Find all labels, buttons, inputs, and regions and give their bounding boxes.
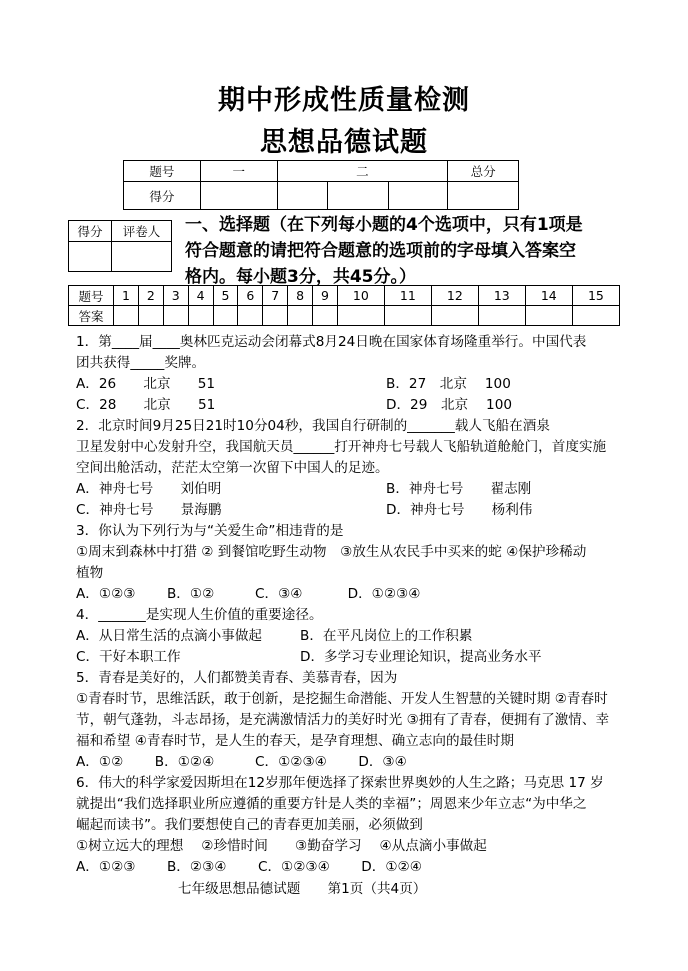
question-number: 15	[572, 286, 619, 306]
q5-stem-line2: ①青春时节，思维活跃，敢于创新，是挖掘生命潜能、开发人生智慧的关键时期 ②青春时	[76, 691, 608, 707]
q3-options: A．①②③ B．①② C．③④ D．①②③④	[76, 586, 421, 602]
q4-stem: 4．_______是实现人生价值的重要途径。	[76, 607, 323, 623]
q2-option-b: B．神舟七号 翟志刚	[386, 481, 532, 497]
q6-stem-line3: 崛起而读书”。我们要想使自己的青春更加美丽，必须做到	[76, 817, 423, 833]
q2-stem-line3: 空间出舱活动，茫茫太空第一次留下中国人的足迹。	[76, 460, 389, 476]
q1-option-a: A．26 北京 51	[76, 376, 216, 392]
answer-cell[interactable]	[572, 306, 619, 326]
section-heading	[185, 212, 583, 290]
q2-option-a: A．神舟七号 刘伯明	[76, 481, 222, 497]
q6-options: A．①②③ B．②③④ C．①②③④ D．①②④	[76, 859, 422, 875]
q1-stem-line2: 团共获得_____奖牌。	[76, 355, 206, 371]
question-number: 14	[525, 286, 572, 306]
question-number: 5	[213, 286, 238, 306]
score-cell	[277, 182, 328, 210]
score-table-header-one: 一	[200, 161, 277, 182]
section-heading-line: 格内。每小题3分，共45分。）	[185, 267, 416, 287]
answer-cell[interactable]	[163, 306, 188, 326]
grader-label: 评卷人	[112, 221, 172, 242]
q1-stem-line1: 1．第____届____奥林匹克运动会闭幕式8月24日晚在国家体育场隆重举行。中国代表	[76, 334, 587, 350]
score-cell	[328, 182, 389, 210]
question-number: 3	[163, 286, 188, 306]
q5-stem-line3: 节，朝气蓬勃，斗志昂扬，是充满激情活力的美好时光 ③拥有了青春，便拥有了激情、幸	[76, 712, 610, 728]
q3-stem-line1: 3．你认为下列行为与“关爱生命”相违背的是	[76, 523, 344, 539]
answer-table-answer-label: 答案	[69, 306, 114, 326]
q4-option-a: A．从日常生活的点滴小事做起	[76, 628, 263, 644]
answer-cell[interactable]	[213, 306, 238, 326]
q1-option-d: D．29 北京 100	[386, 397, 513, 413]
q1-option-b: B．27 北京 100	[386, 376, 511, 392]
q2-stem-line2: 卫星发射中心发射升空，我国航天员______打开神舟七号载人飞船轨道舱舱门，首度实施	[76, 439, 607, 455]
answer-cell[interactable]	[478, 306, 525, 326]
section-heading-line: 一、选择题（在下列每小题的4个选项中，只有1项是	[185, 215, 583, 235]
q6-stem-line2: 就提出“我们选择职业所应遵循的重要方针是人类的幸福”；周恩来少年立志“为中华之	[76, 796, 587, 812]
score-table-header-total: 总分	[448, 161, 519, 182]
question-number: 4	[188, 286, 213, 306]
q3-stem-line3: 植物	[76, 565, 104, 581]
answer-cell[interactable]	[337, 306, 384, 326]
q5-stem-line1: 5．青春是美好的，人们都赞美青春、美慕青春，因为	[76, 670, 398, 686]
q2-option-d: D．神舟七号 杨利伟	[386, 502, 533, 518]
answer-cell[interactable]	[238, 306, 263, 326]
q5-options: A．①② B．①②④ C．①②③④ D．③④	[76, 754, 407, 770]
q6-stem-line4: ①树立远大的理想 ②珍惜时间 ③勤奋学习 ④从点滴小事做起	[76, 838, 487, 854]
question-number: 6	[238, 286, 263, 306]
score-table-score-label: 得分	[124, 182, 201, 210]
answer-cell[interactable]	[313, 306, 338, 326]
score-cell	[448, 182, 519, 210]
grader-score-label: 得分	[69, 221, 112, 242]
answer-cell[interactable]	[138, 306, 163, 326]
answer-table-number-label: 题号	[69, 286, 114, 306]
q4-option-c: C．干好本职工作	[76, 649, 181, 665]
question-number: 2	[138, 286, 163, 306]
q4-option-b: B．在平凡岗位上的工作积累	[300, 628, 473, 644]
page-footer: 七年级思想品德试题 第1页（共4页）	[178, 881, 427, 897]
answer-cell[interactable]	[263, 306, 288, 326]
page-title: 期中形成性质量检测	[218, 85, 470, 116]
answer-cell[interactable]	[114, 306, 139, 326]
question-number: 13	[478, 286, 525, 306]
grader-score-cell	[69, 242, 112, 272]
q4-option-d: D．多学习专业理论知识，提高业务水平	[300, 649, 542, 665]
q5-stem-line4: 福和希望 ④青春时节，是人生的春天，是孕育理想、确立志向的最佳时期	[76, 733, 514, 749]
answer-cell[interactable]	[431, 306, 478, 326]
grader-table	[68, 220, 172, 272]
score-cell	[389, 182, 448, 210]
question-number: 7	[263, 286, 288, 306]
question-number: 8	[288, 286, 313, 306]
answer-cell[interactable]	[525, 306, 572, 326]
q3-stem-line2: ①周末到森林中打猎 ② 到餐馆吃野生动物 ③放生从农民手中买来的蛇 ④保护珍稀动	[76, 544, 587, 560]
question-number: 11	[384, 286, 431, 306]
score-cell	[200, 182, 277, 210]
q2-stem-line1: 2．北京时间9月25日21时10分04秒，我国自行研制的_______载人飞船在酒泉	[76, 418, 550, 434]
grader-name-cell	[112, 242, 172, 272]
answer-cell[interactable]	[188, 306, 213, 326]
answer-cell[interactable]	[288, 306, 313, 326]
q1-option-c: C．28 北京 51	[76, 397, 216, 413]
answer-cell[interactable]	[384, 306, 431, 326]
question-number: 9	[313, 286, 338, 306]
score-table-header-two: 二	[277, 161, 448, 182]
answer-table	[68, 285, 620, 326]
question-number: 10	[337, 286, 384, 306]
score-table	[123, 160, 519, 210]
score-table-header-label: 题号	[124, 161, 201, 182]
page-subtitle: 思想品德试题	[260, 127, 428, 158]
section-heading-line: 符合题意的请把符合题意的选项前的字母填入答案空	[185, 241, 576, 261]
question-number: 1	[114, 286, 139, 306]
q2-option-c: C．神舟七号 景海鹏	[76, 502, 222, 518]
q6-stem-line1: 6．伟大的科学家爱因斯坦在12岁那年便选择了探索世界奥妙的人生之路；马克思 17 岁	[76, 775, 604, 791]
question-number: 12	[431, 286, 478, 306]
